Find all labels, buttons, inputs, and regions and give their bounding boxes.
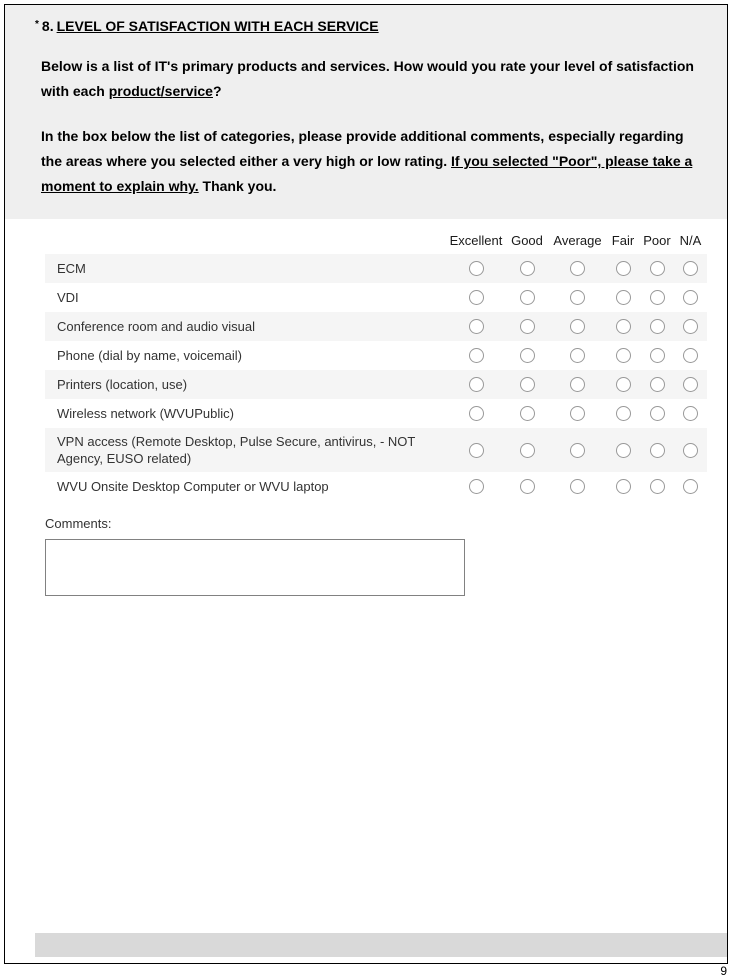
radio-button[interactable]	[616, 479, 631, 494]
radio-cell	[674, 254, 707, 283]
radio-cell	[447, 370, 505, 399]
radio-button[interactable]	[520, 479, 535, 494]
matrix-row	[45, 399, 707, 428]
row-label: ECM	[57, 261, 86, 276]
matrix-row	[45, 472, 707, 501]
radio-cell	[505, 472, 549, 501]
row-label: VDI	[57, 290, 79, 305]
matrix-header-row	[45, 229, 707, 254]
radio-button[interactable]	[616, 319, 631, 334]
radio-button[interactable]	[683, 406, 698, 421]
radio-button[interactable]	[616, 348, 631, 363]
radio-button[interactable]	[650, 319, 665, 334]
radio-button[interactable]	[570, 377, 585, 392]
radio-button[interactable]	[650, 348, 665, 363]
radio-cell	[549, 399, 606, 428]
matrix-row	[45, 254, 707, 283]
radio-cell	[640, 283, 674, 312]
radio-button[interactable]	[683, 377, 698, 392]
radio-button[interactable]	[520, 261, 535, 276]
radio-button[interactable]	[469, 290, 484, 305]
row-label: Conference room and audio visual	[57, 319, 256, 334]
radio-cell	[505, 283, 549, 312]
radio-cell	[606, 341, 640, 370]
radio-cell	[505, 341, 549, 370]
radio-cell	[549, 254, 606, 283]
radio-cell	[640, 472, 674, 501]
radio-cell	[606, 370, 640, 399]
radio-cell	[447, 399, 505, 428]
radio-cell	[674, 399, 707, 428]
radio-cell	[505, 254, 549, 283]
radio-button[interactable]	[520, 319, 535, 334]
question-number: 8.	[41, 18, 54, 34]
radio-cell	[606, 283, 640, 312]
radio-button[interactable]	[650, 261, 665, 276]
intro-2-text: In the box below the list of categories, please provide additional comments, especially regarding the areas where you selected either a very high or low rating.	[41, 128, 684, 169]
row-label: Wireless network (WVUPublic)	[57, 406, 234, 421]
row-label: VPN access (Remote Desktop, Pulse Secure, antivirus, - NOT Agency, EUSO related)	[57, 434, 416, 466]
radio-cell	[549, 283, 606, 312]
radio-button[interactable]	[570, 290, 585, 305]
radio-cell	[447, 428, 505, 472]
radio-cell	[674, 428, 707, 472]
radio-button[interactable]	[520, 406, 535, 421]
radio-cell	[640, 428, 674, 472]
intro-paragraph-2	[41, 124, 701, 199]
intro-1-text: Below is a list of IT's primary products and services. How would you rate your level of satisfaction with each	[41, 58, 694, 99]
radio-cell	[606, 472, 640, 501]
radio-button[interactable]	[469, 406, 484, 421]
radio-cell	[674, 283, 707, 312]
question-title-text: LEVEL OF SATISFACTION WITH EACH SERVICE	[56, 18, 379, 34]
radio-button[interactable]	[616, 290, 631, 305]
radio-button[interactable]	[570, 261, 585, 276]
radio-button[interactable]	[520, 348, 535, 363]
page-number: 9	[720, 964, 727, 977]
radio-button[interactable]	[570, 348, 585, 363]
intro-1-underlined: product/service	[108, 83, 213, 99]
radio-button[interactable]	[570, 479, 585, 494]
radio-cell	[640, 399, 674, 428]
radio-cell	[505, 370, 549, 399]
radio-cell	[447, 472, 505, 501]
radio-cell	[447, 283, 505, 312]
radio-button[interactable]	[520, 377, 535, 392]
column-header-good: Good	[511, 233, 543, 248]
radio-cell	[674, 312, 707, 341]
column-header-na: N/A	[679, 233, 702, 248]
radio-button[interactable]	[520, 290, 535, 305]
radio-button[interactable]	[650, 290, 665, 305]
radio-button[interactable]	[650, 406, 665, 421]
radio-cell	[606, 312, 640, 341]
radio-button[interactable]	[650, 479, 665, 494]
radio-cell	[640, 312, 674, 341]
radio-button[interactable]	[650, 443, 665, 458]
column-header-average: Average	[553, 233, 602, 248]
radio-button[interactable]	[683, 261, 698, 276]
radio-cell	[674, 370, 707, 399]
intro-2-tail: Thank you.	[198, 178, 277, 194]
comments-textarea[interactable]	[45, 539, 465, 596]
radio-button[interactable]	[683, 348, 698, 363]
row-label: Printers (location, use)	[57, 377, 188, 392]
comments-section	[45, 516, 727, 601]
intro-paragraph-1	[41, 54, 701, 104]
radio-cell	[549, 312, 606, 341]
radio-button[interactable]	[616, 261, 631, 276]
radio-button[interactable]	[570, 319, 585, 334]
radio-button[interactable]	[650, 377, 665, 392]
row-label: WVU Onsite Desktop Computer or WVU laptop	[57, 479, 329, 494]
radio-button[interactable]	[616, 406, 631, 421]
radio-cell	[674, 341, 707, 370]
matrix-row	[45, 370, 707, 399]
radio-cell	[606, 428, 640, 472]
radio-button[interactable]	[616, 443, 631, 458]
radio-cell	[549, 341, 606, 370]
matrix-row	[45, 341, 707, 370]
radio-cell	[640, 370, 674, 399]
footer-bar	[35, 933, 727, 957]
radio-button[interactable]	[683, 319, 698, 334]
radio-cell	[640, 341, 674, 370]
radio-cell	[505, 399, 549, 428]
radio-button[interactable]	[469, 443, 484, 458]
radio-button[interactable]	[683, 290, 698, 305]
intro-1-tail: ?	[212, 83, 222, 99]
comments-label: Comments:	[45, 516, 112, 531]
column-header-excellent: Excellent	[449, 233, 503, 248]
row-label: Phone (dial by name, voicemail)	[57, 348, 242, 363]
page-container	[4, 4, 728, 964]
radio-cell	[505, 428, 549, 472]
radio-cell	[606, 254, 640, 283]
radio-button[interactable]	[469, 479, 484, 494]
radio-cell	[640, 254, 674, 283]
radio-button[interactable]	[683, 479, 698, 494]
required-asterisk: *	[35, 19, 39, 30]
matrix-row	[45, 312, 707, 341]
radio-button[interactable]	[570, 443, 585, 458]
radio-button[interactable]	[520, 443, 535, 458]
radio-cell	[674, 472, 707, 501]
radio-cell	[549, 428, 606, 472]
matrix-row	[45, 283, 707, 312]
radio-button[interactable]	[469, 377, 484, 392]
radio-cell	[549, 472, 606, 501]
radio-cell	[447, 254, 505, 283]
column-header-fair: Fair	[611, 233, 635, 248]
matrix-row	[45, 428, 707, 472]
radio-button[interactable]	[570, 406, 585, 421]
radio-button[interactable]	[616, 377, 631, 392]
radio-button[interactable]	[469, 261, 484, 276]
radio-cell	[505, 312, 549, 341]
intro-2-underlined: If you selected "Poor", please take a moment to explain why.	[41, 153, 693, 194]
satisfaction-matrix	[45, 229, 707, 501]
radio-button[interactable]	[469, 348, 484, 363]
radio-cell	[447, 341, 505, 370]
radio-cell	[606, 399, 640, 428]
radio-button[interactable]	[469, 319, 484, 334]
radio-cell	[549, 370, 606, 399]
radio-cell	[447, 312, 505, 341]
question-title	[35, 18, 701, 34]
question-header	[5, 5, 727, 219]
radio-button[interactable]	[683, 443, 698, 458]
column-header-poor: Poor	[643, 233, 671, 248]
